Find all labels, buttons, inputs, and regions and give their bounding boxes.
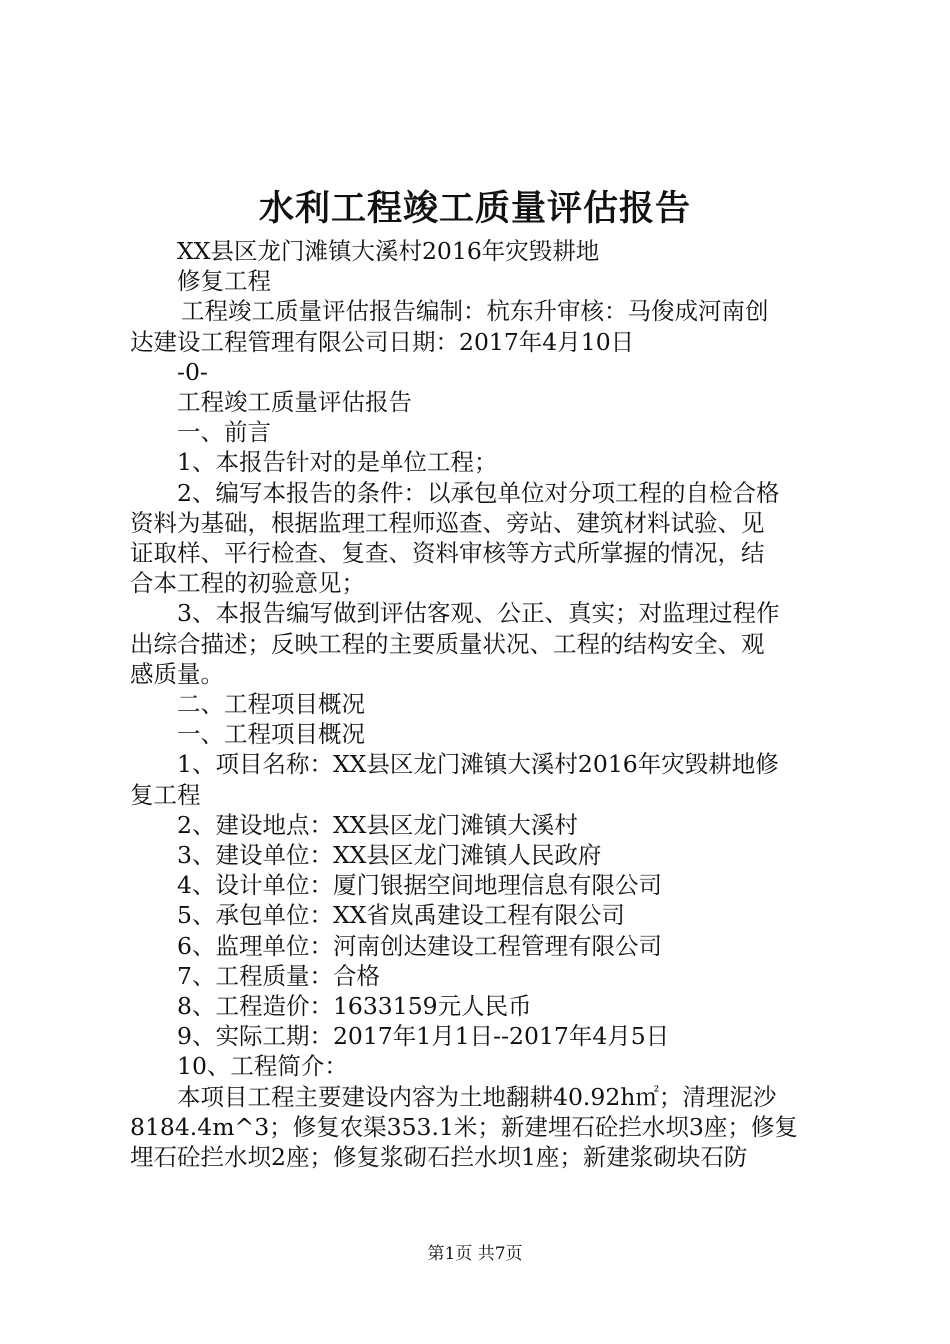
list-item: 2、建设地点：XX县区龙门滩镇大溪村 — [177, 810, 578, 839]
paragraph-line: 本项目工程主要建设内容为土地翻耕40.92h㎡；清理泥沙 — [177, 1082, 777, 1111]
paragraph-line: 3、本报告编写做到评估客观、公正、真实；对监理过程作 — [177, 599, 780, 628]
paragraph-line: 修复工程 — [177, 267, 271, 296]
paragraph-line: 达建设工程管理有限公司日期：2017年4月10日 — [130, 327, 635, 356]
section-heading: 一、工程项目概况 — [177, 720, 365, 749]
paragraph-line: XX县区龙门滩镇大溪村2016年灾毁耕地 — [177, 237, 600, 265]
section-heading: 工程竣工质量评估报告 — [177, 388, 412, 417]
list-item: 7、工程质量：合格 — [177, 961, 380, 990]
section-heading: 一、前言 — [177, 418, 271, 447]
list-item: 4、设计单位：厦门银据空间地理信息有限公司 — [177, 871, 662, 900]
section-heading: 二、工程项目概况 — [177, 690, 365, 719]
paragraph-line: 资料为基础，根据监理工程师巡查、旁站、建筑材料试验、见 — [130, 508, 765, 537]
document-title: 水利工程竣工质量评估报告 — [258, 188, 691, 229]
list-item: 1、项目名称：XX县区龙门滩镇大溪村2016年灾毁耕地修 — [177, 750, 779, 779]
paragraph-line: 出综合描述；反映工程的主要质量状况、工程的结构安全、观 — [130, 629, 765, 658]
list-item: 6、监理单位：河南创达建设工程管理有限公司 — [177, 931, 662, 960]
page-footer: 第1页 共7页 — [427, 1244, 523, 1264]
list-item: 5、承包单位：XX省岚禹建设工程有限公司 — [177, 901, 625, 930]
paragraph-line: 2、编写本报告的条件：以承包单位对分项工程的自检合格 — [177, 478, 780, 507]
list-item: 9、实际工期：2017年1月1日--2017年4月5日 — [177, 1022, 670, 1051]
paragraph-line: 1、本报告针对的是单位工程； — [177, 448, 498, 477]
list-item: 3、建设单位：XX县区龙门滩镇人民政府 — [177, 841, 602, 870]
list-item: 8、工程造价：1633159元人民币 — [177, 992, 532, 1021]
document-body — [130, 236, 830, 1172]
list-item: 10、工程简介： — [177, 1052, 348, 1081]
paragraph-line: 证取样、平行检查、复查、资料审核等方式所掌握的情况，结 — [130, 539, 765, 568]
paragraph-line: 埋石砼拦水坝2座；修复浆砌石拦水坝1座；新建浆砌块石防 — [130, 1143, 748, 1172]
list-item: 复工程 — [130, 780, 201, 809]
paragraph-line: 工程竣工质量评估报告编制：杭东升审核：马俊成河南创 — [181, 297, 769, 326]
paragraph-line: 8184.4m^3；修复农渠353.1米；新建埋石砼拦水坝3座；修复 — [130, 1112, 798, 1141]
paragraph-line: 合本工程的初验意见； — [130, 569, 365, 598]
page-marker: -0- — [177, 357, 208, 386]
paragraph-line: 感质量。 — [130, 659, 224, 688]
